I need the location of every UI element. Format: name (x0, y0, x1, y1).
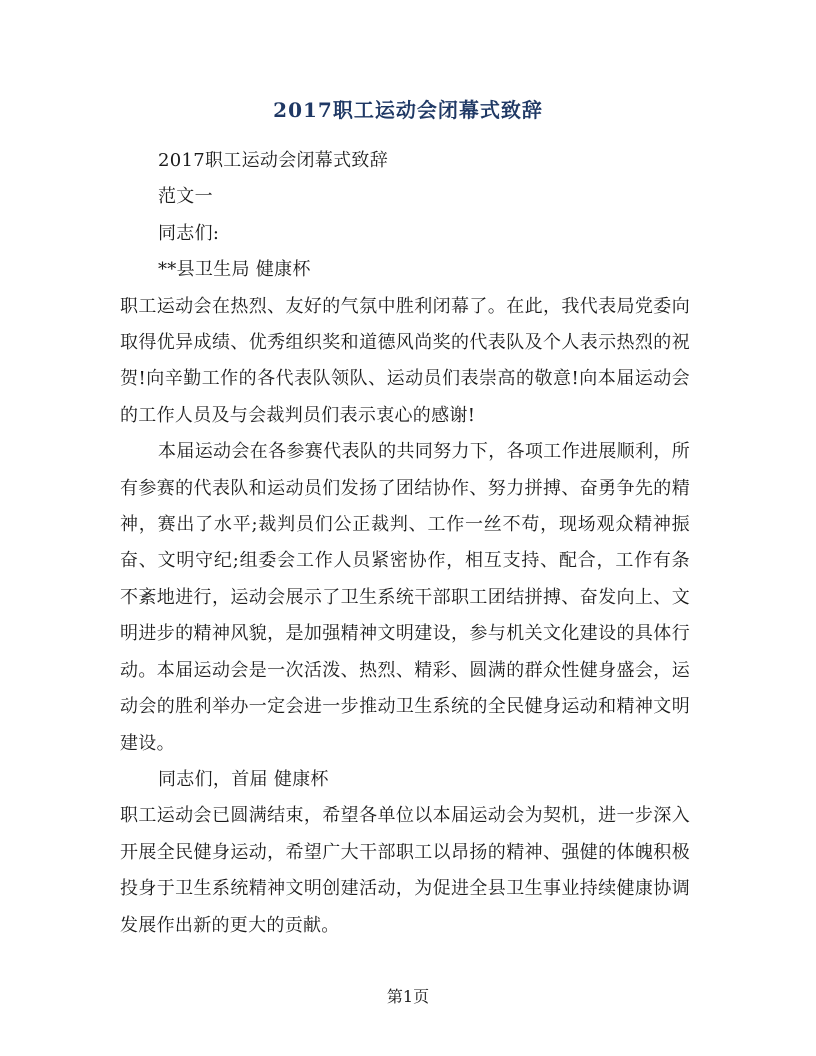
paragraph-closing: 职工运动会已圆满结束，希望各单位以本届运动会为契机，进一步深入开展全民健身运动，希望广大干部职工以昂扬的精神、强健的体魄积极投身于卫生系统精神文明创建活动，为促进全县卫生事业持续健康协调发展作出新的更大的贡献。 (120, 805, 690, 936)
paragraph-sample-label: 范文一 (158, 186, 213, 208)
document-title: 2017职工运动会闭幕式致辞 (273, 98, 543, 122)
paragraph-heading: 2017职工运动会闭幕式致辞 (158, 150, 389, 171)
paragraph-closing-salutation: 同志们，首届 健康杯 (158, 768, 329, 790)
document-body (120, 143, 690, 944)
paragraph-event-name: **县卫生局 健康杯 (158, 259, 311, 281)
paragraph-summary: 本届运动会在各参赛代表队的共同努力下，各项工作进展顺利，所有参赛的代表队和运动员们发扬了团结协作、努力拼搏、奋勇争先的精神，赛出了水平;裁判员们公正裁判、工作一丝不苟，现场观众精神振奋、文明守纪;组委会工作人员紧密协作，相互支持、配合，工作有条不紊地进行，运动会展示了卫生系统干部职工团结拼搏、奋发向上、文明进步的精神风貌，是加强精神文明建设，参与机关文化建设的具体行动。本届运动会是一次活泼、热烈、精彩、圆满的群众性健身盛会，运动会的胜利举办一定会进一步推动卫生系统的全民健身运动和精神文明建设。 (120, 441, 690, 754)
paragraph-opening: 职工运动会在热烈、友好的气氛中胜利闭幕了。在此，我代表局党委向取得优异成绩、优秀组织奖和道德风尚奖的代表队及个人表示热烈的祝贺!向辛勤工作的各代表队领队、运动员们表崇高的敬意!向本届运动会的工作人员及与会裁判员们表示衷心的感谢! (120, 295, 690, 426)
page-number: 第1页 (386, 987, 430, 1006)
paragraph-salutation: 同志们: (158, 222, 220, 244)
